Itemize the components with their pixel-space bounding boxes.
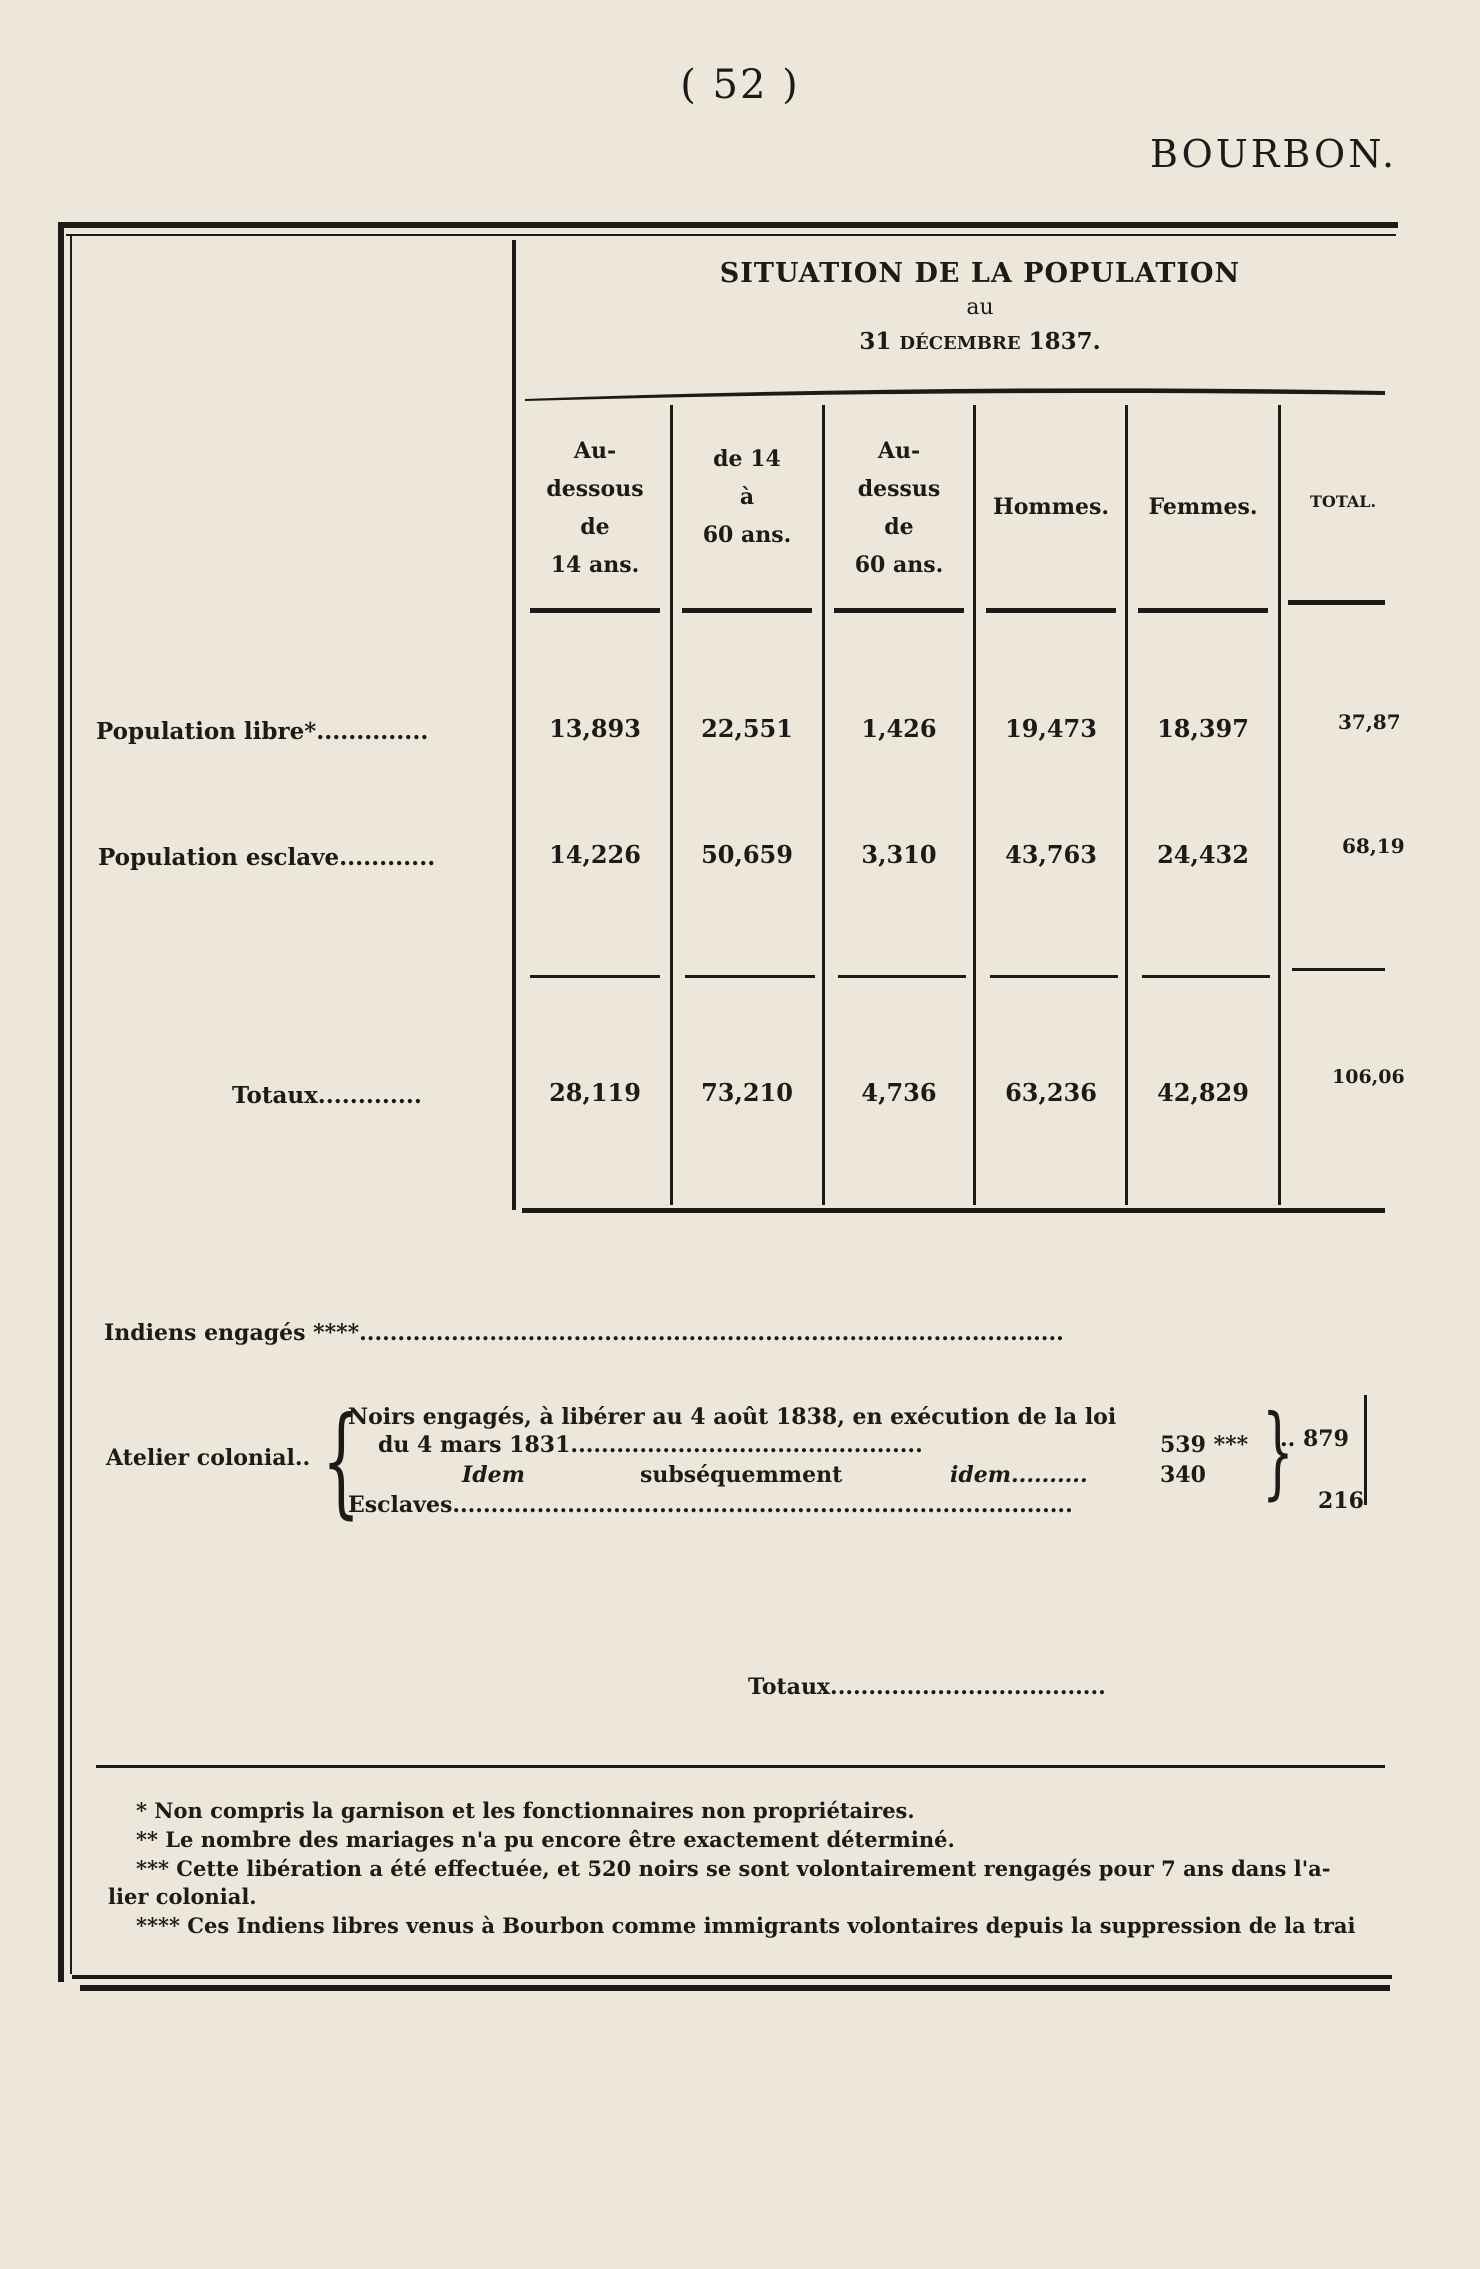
row-label-population-libre: Population libre*.............. xyxy=(96,718,429,745)
date-year: 1837. xyxy=(1028,328,1101,355)
esclaves-line: Esclaves................................................................................. xyxy=(348,1492,1073,1518)
header-rule xyxy=(834,608,964,613)
frame-rule-bottom xyxy=(80,1985,1390,1991)
col-header-over-60 xyxy=(824,432,974,584)
idem-value: 340 xyxy=(1160,1462,1206,1488)
noirs-engages-line-1: Noirs engagés, à libérer au 4 août 1838, en exécution de la loi xyxy=(348,1404,1117,1430)
date-month: DÉCEMBRE xyxy=(899,333,1021,354)
table-bottom-rule xyxy=(522,1208,1385,1213)
footnote-2: ** Le nombre des mariages n'a pu encore être exactement déterminé. xyxy=(136,1827,955,1852)
frame-rule-left-inner xyxy=(70,234,72,1974)
col-header-line: 60 ans. xyxy=(702,522,792,548)
cell: 24,432 xyxy=(1157,840,1249,869)
footnote-4: **** Ces Indiens libres venus à Bourbon comme immigrants volontaires depuis la suppression de la trai xyxy=(136,1913,1356,1938)
cell: 63,236 xyxy=(1005,1078,1097,1107)
col-header-line: de xyxy=(580,514,610,540)
col-header-line: 14 ans. xyxy=(550,552,640,578)
sum-rule xyxy=(838,975,966,978)
cell: 28,119 xyxy=(549,1078,641,1107)
right-group-rule xyxy=(1364,1395,1367,1505)
cell: 13,893 xyxy=(549,714,641,743)
table-title-au: au xyxy=(966,295,994,320)
col-header-line: dessus xyxy=(857,476,941,502)
col-header-line: Au- xyxy=(877,438,921,464)
page-number: ( 52 ) xyxy=(680,62,800,108)
cell: 19,473 xyxy=(1005,714,1097,743)
col-header-total xyxy=(1310,483,1390,521)
sum-rule xyxy=(685,975,815,978)
col-header-line: de xyxy=(884,514,914,540)
cell: 22,551 xyxy=(701,714,793,743)
idem-label: Idem xyxy=(462,1462,525,1488)
col-header-14-60 xyxy=(672,440,822,554)
footnote-3: *** Cette libération a été effectuée, et 520 noirs se sont volontairement rengagés pour 7 ans dans l'a- xyxy=(136,1856,1331,1881)
esclaves-value: 216 xyxy=(1318,1488,1364,1514)
frame-rule-top xyxy=(58,222,1398,228)
lower-totaux-line: Totaux.................................... xyxy=(748,1674,1106,1700)
header-rule xyxy=(682,608,812,613)
noirs-engages-line-2: du 4 mars 1831.............................................. xyxy=(378,1432,923,1458)
table-title-date xyxy=(520,328,1440,355)
col-header-line: de 14 xyxy=(713,446,781,472)
col-header-line: à xyxy=(739,484,755,510)
idem-right: idem.......... xyxy=(950,1462,1088,1488)
running-head: BOURBON. xyxy=(1150,132,1398,176)
group-total: .. 879 xyxy=(1280,1426,1349,1452)
col-header-line: Au- xyxy=(573,438,617,464)
table-left-rule xyxy=(512,240,516,1210)
cell: 43,763 xyxy=(1005,840,1097,869)
header-rule xyxy=(1138,608,1268,613)
col-header-line: 60 ans. xyxy=(854,552,944,578)
cell: 73,210 xyxy=(701,1078,793,1107)
cell: 4,736 xyxy=(861,1078,937,1107)
col-header-hommes xyxy=(976,488,1126,526)
atelier-colonial-label: Atelier colonial.. xyxy=(106,1445,311,1471)
col-header-line: Hommes. xyxy=(992,494,1110,520)
indiens-engages-line: Indiens engagés ****............................................................................................ xyxy=(104,1320,1064,1346)
sum-rule xyxy=(1142,975,1270,978)
frame-rule-left xyxy=(58,222,64,1982)
col-header-femmes xyxy=(1128,488,1278,526)
header-rule xyxy=(530,608,660,613)
row-label-totaux: Totaux............. xyxy=(232,1082,422,1109)
row-label-population-esclave: Population esclave............ xyxy=(98,844,436,871)
idem-middle: subséquemment xyxy=(640,1462,843,1488)
header-rule xyxy=(986,608,1116,613)
footnote-1: * Non compris la garnison et les fonctionnaires non propriétaires. xyxy=(136,1798,915,1823)
col-rule-5 xyxy=(1278,405,1281,1205)
cell: 50,659 xyxy=(701,840,793,869)
col-header-line: dessous xyxy=(546,476,644,502)
cell: 1,426 xyxy=(861,714,937,743)
cell-total: 68,19 xyxy=(1342,834,1405,858)
sum-rule xyxy=(1292,968,1385,971)
left-brace: { xyxy=(322,1392,361,1531)
sum-rule xyxy=(530,975,660,978)
cell: 3,310 xyxy=(861,840,937,869)
cell-total: 106,06 xyxy=(1332,1066,1405,1088)
cell: 14,226 xyxy=(549,840,641,869)
cell: 42,829 xyxy=(1157,1078,1249,1107)
col-header-under-14 xyxy=(520,432,670,584)
frame-rule-top-inner xyxy=(66,234,1396,236)
date-day: 31 xyxy=(859,328,892,355)
col-header-line: Femmes. xyxy=(1148,494,1258,520)
table-title-main: SITUATION DE LA POPULATION xyxy=(719,258,1241,289)
col-header-line: TOTAL. xyxy=(1310,492,1377,511)
right-brace: } xyxy=(1262,1393,1294,1510)
footnote-3-cont: lier colonial. xyxy=(108,1884,257,1909)
table-title xyxy=(520,258,1440,355)
header-rule xyxy=(1288,600,1385,605)
frame-rule-bottom-inner xyxy=(72,1975,1392,1979)
sum-rule xyxy=(990,975,1118,978)
cell-total: 37,87 xyxy=(1338,710,1401,734)
noirs-engages-value: 539 *** xyxy=(1160,1432,1249,1458)
footnote-rule xyxy=(96,1765,1385,1768)
title-swell-rule xyxy=(525,385,1385,409)
cell: 18,397 xyxy=(1157,714,1249,743)
